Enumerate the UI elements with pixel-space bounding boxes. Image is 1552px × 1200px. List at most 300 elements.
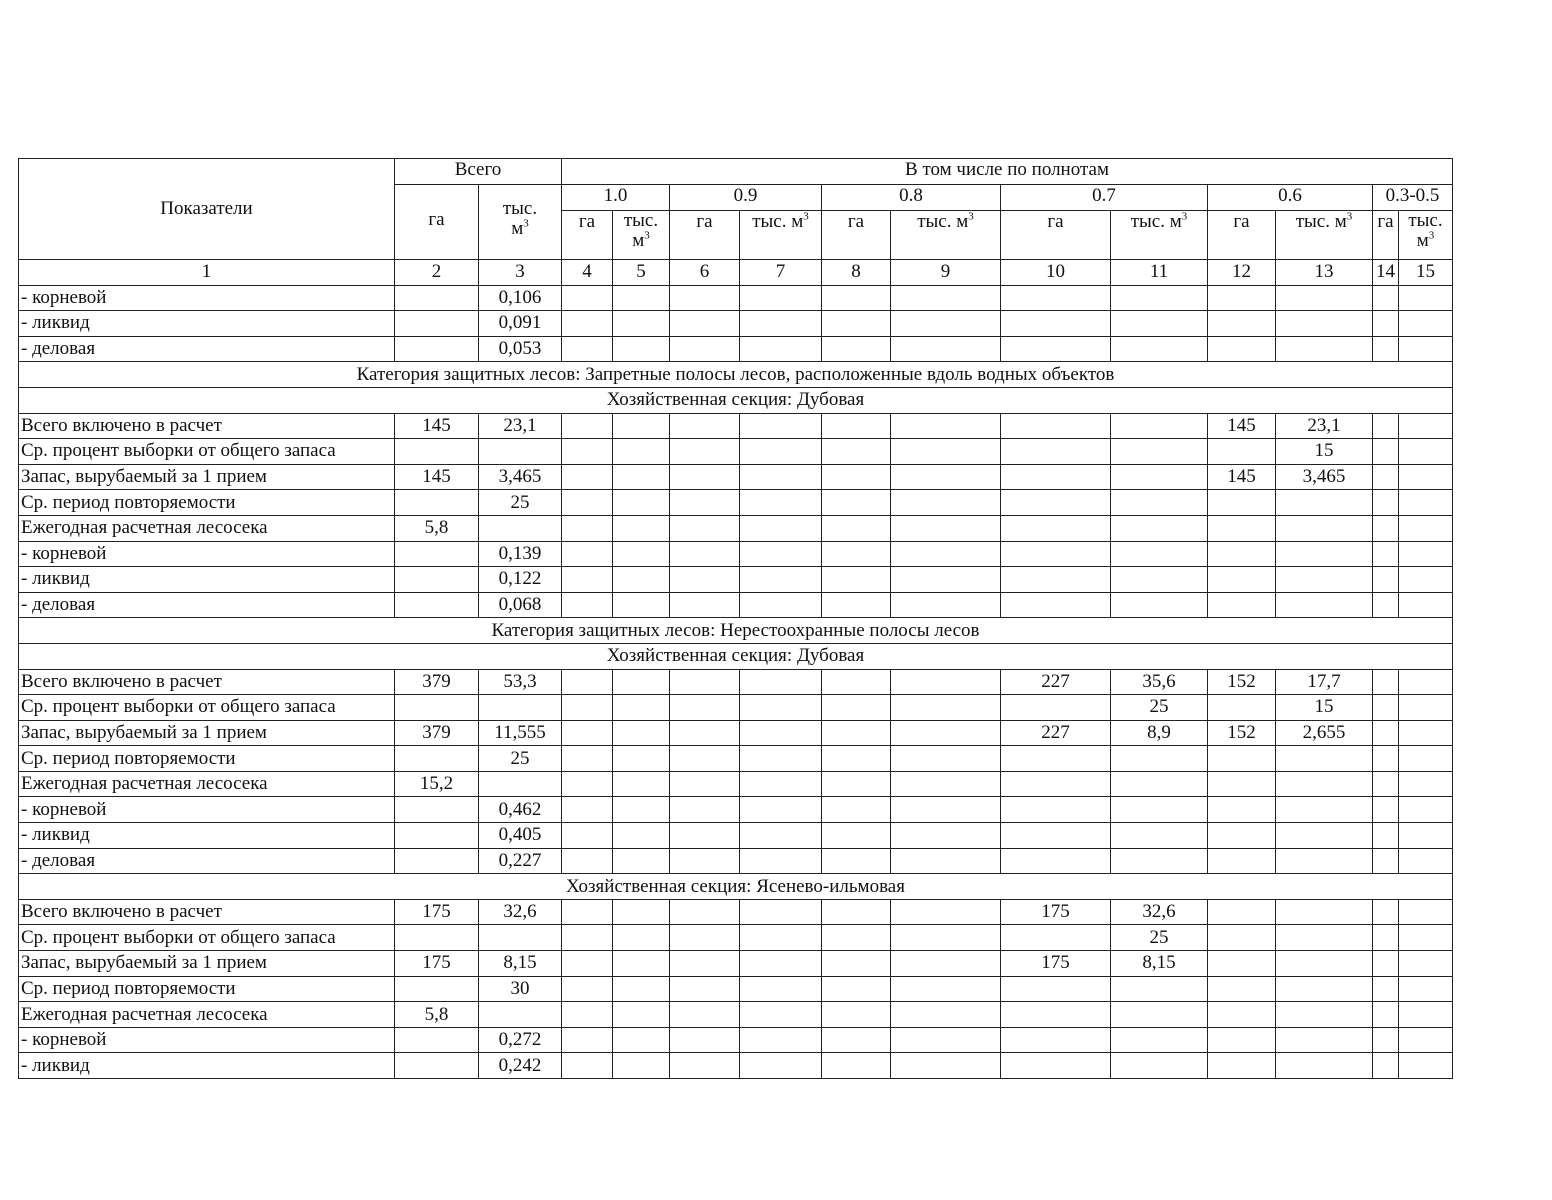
table-row [19, 951, 1453, 977]
table-cell [562, 490, 613, 516]
table-cell [822, 823, 891, 849]
table-cell [1276, 899, 1373, 925]
table-cell [562, 746, 613, 772]
table-cell [891, 899, 1001, 925]
table-cell [891, 311, 1001, 337]
table-cell [395, 311, 479, 337]
table-cell [1373, 413, 1399, 439]
table-cell [1373, 976, 1399, 1002]
table-cell [822, 669, 891, 695]
table-row [19, 541, 1453, 567]
table-cell: 25 [479, 746, 562, 772]
table-cell [1276, 285, 1373, 311]
row-label: Всего включено в расчет [19, 669, 395, 695]
table-cell [1111, 541, 1208, 567]
table-cell: 379 [395, 669, 479, 695]
table-cell [740, 695, 822, 721]
section-heading-row [19, 387, 1453, 413]
table-cell: 175 [395, 951, 479, 977]
table-cell [1399, 490, 1453, 516]
row-label: Ежегодная расчетная лесосека [19, 771, 395, 797]
table-cell [1276, 1053, 1373, 1079]
table-row [19, 746, 1453, 772]
table-cell: 0,068 [479, 592, 562, 618]
table-cell [613, 515, 670, 541]
table-cell [1399, 541, 1453, 567]
table-cell [740, 899, 822, 925]
table-cell [479, 515, 562, 541]
table-cell [613, 439, 670, 465]
table-cell [670, 1027, 740, 1053]
table-cell [1399, 1027, 1453, 1053]
table-cell [479, 771, 562, 797]
table-cell [670, 490, 740, 516]
column-number: 10 [1001, 260, 1111, 286]
table-cell [891, 541, 1001, 567]
table-row [19, 848, 1453, 874]
table-cell [562, 720, 613, 746]
table-cell: 25 [1111, 695, 1208, 721]
table-cell [613, 899, 670, 925]
table-row [19, 439, 1453, 465]
volume-header: тыс. $м^3$ [1399, 211, 1453, 260]
table-cell [1276, 823, 1373, 849]
table-cell [613, 311, 670, 337]
volume-header: тыс. $м^3$ [740, 211, 822, 260]
table-cell [613, 541, 670, 567]
table-cell [822, 848, 891, 874]
table-cell [1399, 823, 1453, 849]
table-cell [1373, 823, 1399, 849]
table-cell [1111, 1053, 1208, 1079]
row-label: - корневой [19, 797, 395, 823]
table-cell [1276, 515, 1373, 541]
table-cell [670, 439, 740, 465]
column-number: 1 [19, 260, 395, 286]
table-cell [1001, 1002, 1111, 1028]
volume-header: тыс. $м^3$ [613, 211, 670, 260]
table-cell [1111, 439, 1208, 465]
table-cell [822, 1027, 891, 1053]
table-cell [1399, 439, 1453, 465]
table-cell [822, 797, 891, 823]
table-cell [613, 1053, 670, 1079]
table-cell [395, 925, 479, 951]
table-cell [1373, 848, 1399, 874]
table-cell: 0,272 [479, 1027, 562, 1053]
table-cell [1111, 771, 1208, 797]
table-cell [1208, 771, 1276, 797]
table-row [19, 695, 1453, 721]
table-cell [1373, 695, 1399, 721]
table-cell [613, 1002, 670, 1028]
table-cell [562, 592, 613, 618]
table-cell: 17,7 [1276, 669, 1373, 695]
table-cell [1373, 515, 1399, 541]
table-cell [1111, 592, 1208, 618]
row-label: Ср. процент выборки от общего запаса [19, 695, 395, 721]
table-cell: 53,3 [479, 669, 562, 695]
table-cell [740, 771, 822, 797]
table-cell [1208, 490, 1276, 516]
table-cell: 175 [1001, 899, 1111, 925]
table-cell [562, 925, 613, 951]
table-cell [395, 567, 479, 593]
table-cell: 23,1 [1276, 413, 1373, 439]
table-cell [1208, 515, 1276, 541]
table-cell: 0,227 [479, 848, 562, 874]
table-cell [740, 464, 822, 490]
table-cell [1276, 976, 1373, 1002]
table-cell [1001, 490, 1111, 516]
table-cell [740, 1002, 822, 1028]
table-cell [740, 413, 822, 439]
density-0-3-0-5-header: 0.3-0.5 [1373, 184, 1453, 210]
ha-header: га [822, 211, 891, 260]
table-cell [562, 413, 613, 439]
table-cell [822, 899, 891, 925]
table-cell [1001, 285, 1111, 311]
table-cell [1111, 567, 1208, 593]
density-0-8-header: 0.8 [822, 184, 1001, 210]
table-cell [670, 1002, 740, 1028]
table-row [19, 899, 1453, 925]
table-cell [613, 771, 670, 797]
table-cell [740, 720, 822, 746]
table-cell [1208, 567, 1276, 593]
table-cell [613, 592, 670, 618]
table-cell [740, 797, 822, 823]
table-cell [740, 541, 822, 567]
table-cell [562, 1002, 613, 1028]
table-cell [562, 848, 613, 874]
table-cell: 11,555 [479, 720, 562, 746]
table-cell [1001, 439, 1111, 465]
table-cell [670, 311, 740, 337]
table-cell: 0,139 [479, 541, 562, 567]
table-cell [1001, 695, 1111, 721]
table-cell [670, 797, 740, 823]
table-cell [1276, 592, 1373, 618]
table-cell [613, 490, 670, 516]
table-cell [479, 1002, 562, 1028]
column-number: 3 [479, 260, 562, 286]
table-cell [395, 285, 479, 311]
table-cell [1111, 1002, 1208, 1028]
table-cell [613, 285, 670, 311]
table-cell [891, 592, 1001, 618]
table-cell [670, 925, 740, 951]
table-cell: 145 [395, 413, 479, 439]
table-cell [1276, 336, 1373, 362]
table-cell [1373, 439, 1399, 465]
table-cell [822, 951, 891, 977]
table-cell [891, 464, 1001, 490]
table-cell [1001, 1053, 1111, 1079]
table-cell [1373, 951, 1399, 977]
table-cell: 3,465 [1276, 464, 1373, 490]
table-cell: 15,2 [395, 771, 479, 797]
column-number: 12 [1208, 260, 1276, 286]
table-cell [613, 976, 670, 1002]
ha-header: га [1373, 211, 1399, 260]
table-cell [1399, 899, 1453, 925]
section-heading-row [19, 874, 1453, 900]
table-cell [1399, 695, 1453, 721]
table-cell [1373, 490, 1399, 516]
table-cell [1208, 1053, 1276, 1079]
table-cell [395, 439, 479, 465]
table-cell [613, 567, 670, 593]
table-cell [740, 285, 822, 311]
table-cell [1373, 925, 1399, 951]
table-row [19, 311, 1453, 337]
table-cell [822, 490, 891, 516]
table-cell: 15 [1276, 695, 1373, 721]
section-heading: Хозяйственная секция: Ясенево-ильмовая [19, 874, 1453, 900]
section-heading-row [19, 362, 1453, 388]
table-cell [670, 592, 740, 618]
forest-table-sheet [18, 158, 1453, 1079]
table-cell [891, 1002, 1001, 1028]
table-cell [891, 951, 1001, 977]
by-density-header: В том числе по полнотам [562, 159, 1453, 185]
table-cell [1001, 976, 1111, 1002]
table-cell [1373, 464, 1399, 490]
table-cell: 0,462 [479, 797, 562, 823]
section-heading-row [19, 643, 1453, 669]
table-cell [1001, 515, 1111, 541]
table-cell [1208, 311, 1276, 337]
table-cell [1373, 1027, 1399, 1053]
row-label: Ср. период повторяемости [19, 490, 395, 516]
table-row [19, 797, 1453, 823]
table-cell [1276, 1027, 1373, 1053]
table-cell [891, 1053, 1001, 1079]
volume-header: тыс. $м^3$ [1111, 211, 1208, 260]
table-cell [1001, 464, 1111, 490]
table-cell [1399, 771, 1453, 797]
row-label: - ликвид [19, 823, 395, 849]
table-cell [479, 439, 562, 465]
table-cell [395, 336, 479, 362]
table-cell: 8,15 [479, 951, 562, 977]
table-cell [395, 1053, 479, 1079]
table-cell [395, 490, 479, 516]
table-cell [613, 464, 670, 490]
table-cell: 25 [479, 490, 562, 516]
table-cell [1111, 490, 1208, 516]
table-cell [395, 592, 479, 618]
table-cell [891, 746, 1001, 772]
table-cell [613, 746, 670, 772]
table-row [19, 592, 1453, 618]
table-cell [1276, 490, 1373, 516]
table-cell [1208, 541, 1276, 567]
table-cell [1111, 746, 1208, 772]
section-heading-row [19, 618, 1453, 644]
table-cell [670, 285, 740, 311]
table-cell: 5,8 [395, 515, 479, 541]
table-cell [395, 976, 479, 1002]
table-cell [1276, 1002, 1373, 1028]
table-row [19, 1027, 1453, 1053]
row-label: - корневой [19, 1027, 395, 1053]
table-cell: 35,6 [1111, 669, 1208, 695]
row-label: - деловая [19, 336, 395, 362]
table-row [19, 1053, 1453, 1079]
table-cell [1111, 1027, 1208, 1053]
table-cell [670, 669, 740, 695]
table-cell [740, 336, 822, 362]
table-cell [1276, 771, 1373, 797]
table-cell [1001, 771, 1111, 797]
table-cell [822, 413, 891, 439]
table-cell [670, 464, 740, 490]
table-cell [1001, 592, 1111, 618]
table-cell [822, 1002, 891, 1028]
table-cell [822, 925, 891, 951]
table-cell [1001, 541, 1111, 567]
table-cell [740, 925, 822, 951]
table-cell [822, 1053, 891, 1079]
table-cell: 25 [1111, 925, 1208, 951]
table-cell [1399, 464, 1453, 490]
table-cell [1001, 567, 1111, 593]
table-cell [1399, 592, 1453, 618]
table-cell: 175 [395, 899, 479, 925]
table-cell [822, 746, 891, 772]
table-cell [670, 336, 740, 362]
table-cell [395, 823, 479, 849]
table-row [19, 413, 1453, 439]
table-cell: 0,053 [479, 336, 562, 362]
table-cell [740, 490, 822, 516]
table-cell [740, 311, 822, 337]
table-row [19, 976, 1453, 1002]
table-cell [740, 592, 822, 618]
table-cell [891, 976, 1001, 1002]
table-cell [891, 490, 1001, 516]
table-cell [1208, 848, 1276, 874]
table-cell [1111, 976, 1208, 1002]
header-row-1 [19, 159, 1453, 185]
density-1-0-header: 1.0 [562, 184, 670, 210]
table-cell [1208, 1027, 1276, 1053]
table-cell [1399, 1002, 1453, 1028]
ha-header: га [1001, 211, 1111, 260]
table-cell: 145 [1208, 413, 1276, 439]
table-row [19, 720, 1453, 746]
table-cell [822, 976, 891, 1002]
table-cell [1399, 746, 1453, 772]
table-cell: 3,465 [479, 464, 562, 490]
table-cell [1208, 823, 1276, 849]
column-number: 7 [740, 260, 822, 286]
table-cell [891, 720, 1001, 746]
column-number: 9 [891, 260, 1001, 286]
table-cell [1208, 285, 1276, 311]
table-cell [740, 439, 822, 465]
table-cell [891, 567, 1001, 593]
table-cell [822, 439, 891, 465]
table-cell [1373, 771, 1399, 797]
table-cell: 23,1 [479, 413, 562, 439]
table-cell [1276, 951, 1373, 977]
table-cell [562, 285, 613, 311]
table-cell [670, 823, 740, 849]
table-cell [822, 567, 891, 593]
table-cell [1276, 541, 1373, 567]
table-cell [740, 567, 822, 593]
table-cell [822, 464, 891, 490]
table-cell [1208, 899, 1276, 925]
table-cell [1111, 285, 1208, 311]
table-cell [1373, 541, 1399, 567]
table-cell [670, 746, 740, 772]
table-cell [1373, 311, 1399, 337]
table-cell [1111, 823, 1208, 849]
column-number-row [19, 260, 1453, 286]
table-cell [395, 1027, 479, 1053]
row-label: - корневой [19, 541, 395, 567]
table-cell [1276, 567, 1373, 593]
table-cell [562, 695, 613, 721]
row-label: Ежегодная расчетная лесосека [19, 1002, 395, 1028]
row-label: Всего включено в расчет [19, 413, 395, 439]
table-row [19, 285, 1453, 311]
table-cell [562, 899, 613, 925]
table-cell [1111, 413, 1208, 439]
table-cell [670, 951, 740, 977]
row-label: - ликвид [19, 1053, 395, 1079]
table-cell [891, 823, 1001, 849]
volume-header: тыс. $м^3$ [1276, 211, 1373, 260]
ha-header: га [562, 211, 613, 260]
table-cell [740, 848, 822, 874]
section-heading: Категория защитных лесов: Нерестоохранные полосы лесов [19, 618, 1453, 644]
table-cell [1208, 976, 1276, 1002]
total-ha-header: га [395, 184, 479, 259]
table-cell [562, 771, 613, 797]
table-cell [740, 746, 822, 772]
table-cell [1208, 695, 1276, 721]
table-cell [1399, 567, 1453, 593]
table-cell: 0,242 [479, 1053, 562, 1079]
table-cell [395, 541, 479, 567]
table-cell [1208, 439, 1276, 465]
table-cell [613, 336, 670, 362]
table-cell [613, 951, 670, 977]
table-cell [1373, 1002, 1399, 1028]
table-cell: 5,8 [395, 1002, 479, 1028]
table-cell [1001, 797, 1111, 823]
table-cell [1373, 1053, 1399, 1079]
table-cell: 175 [1001, 951, 1111, 977]
table-row [19, 1002, 1453, 1028]
table-cell [395, 695, 479, 721]
table-cell: 227 [1001, 669, 1111, 695]
table-cell [822, 285, 891, 311]
table-cell [1373, 336, 1399, 362]
table-cell [740, 976, 822, 1002]
section-heading: Хозяйственная секция: Дубовая [19, 387, 1453, 413]
table-cell [891, 336, 1001, 362]
table-cell [1111, 464, 1208, 490]
table-cell [1276, 848, 1373, 874]
table-cell [891, 285, 1001, 311]
table-cell [562, 1027, 613, 1053]
